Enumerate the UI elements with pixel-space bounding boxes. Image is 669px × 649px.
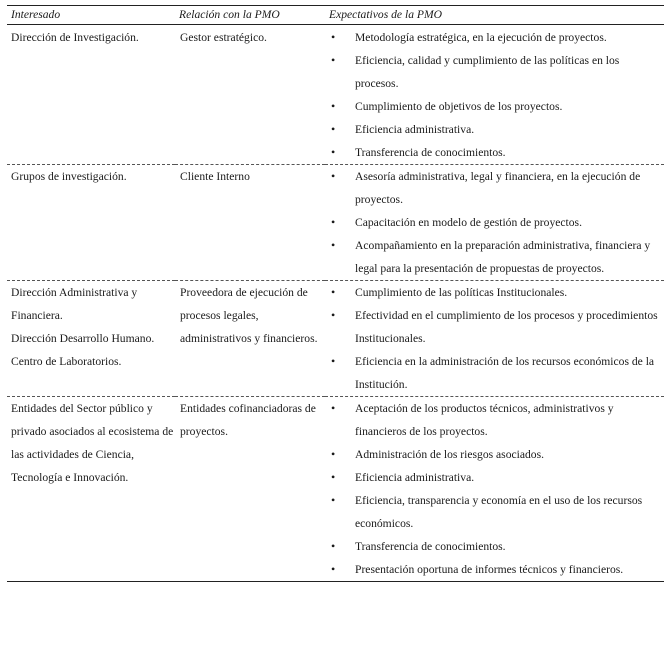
expectation-item: • Eficiencia administrativa. bbox=[329, 118, 664, 141]
table-header bbox=[7, 6, 664, 25]
expectation-item: • Cumplimiento de objetivos de los proyectos. bbox=[329, 95, 664, 118]
table-row bbox=[7, 165, 664, 281]
stakeholder-cell bbox=[7, 25, 175, 165]
stakeholder-name: Dirección de Investigación. bbox=[11, 31, 139, 44]
expectation-item: • Metodología estratégica, en la ejecución de proyectos. bbox=[329, 26, 664, 49]
expectation-item: • Eficiencia administrativa. bbox=[329, 466, 664, 489]
expectations-cell bbox=[325, 281, 664, 397]
stakeholder-name: Entidades del Sector público y privado asociados al ecosistema de las actividades de Ciencia, Tecnología e Innovación. bbox=[11, 402, 174, 484]
expectations-cell bbox=[325, 25, 664, 165]
expectations-list bbox=[329, 397, 664, 581]
table-row bbox=[7, 397, 664, 582]
relation-text: Gestor estratégico. bbox=[180, 31, 267, 44]
expectation-item: • Cumplimiento de las políticas Institucionales. bbox=[329, 281, 664, 304]
table-row bbox=[7, 25, 664, 165]
header-stakeholder: Interesado bbox=[7, 6, 175, 25]
expectations-cell bbox=[325, 397, 664, 582]
relation-cell bbox=[175, 25, 325, 165]
stakeholder-cell bbox=[7, 165, 175, 281]
header-expectations: Expectativos de la PMO bbox=[325, 6, 664, 25]
expectation-item: • Aceptación de los productos técnicos, administrativos y financieros de los proyectos. bbox=[329, 397, 664, 443]
expectation-item: • Efectividad en el cumplimiento de los procesos y procedimientos Institucionales. bbox=[329, 304, 664, 350]
expectation-item: • Administración de los riesgos asociados. bbox=[329, 443, 664, 466]
expectations-list bbox=[329, 281, 664, 396]
header-row bbox=[7, 6, 664, 25]
stakeholder-name: Grupos de investigación. bbox=[11, 170, 127, 183]
table-body bbox=[7, 25, 664, 582]
expectation-item: • Transferencia de conocimientos. bbox=[329, 535, 664, 558]
stakeholder-cell bbox=[7, 397, 175, 582]
expectation-item: • Asesoría administrativa, legal y financiera, en la ejecución de proyectos. bbox=[329, 165, 664, 211]
relation-cell bbox=[175, 397, 325, 582]
expectation-item: • Eficiencia, transparencia y economía en el uso de los recursos económicos. bbox=[329, 489, 664, 535]
expectation-item: • Transferencia de conocimientos. bbox=[329, 141, 664, 164]
stakeholder-name: Centro de Laboratorios. bbox=[11, 355, 122, 368]
stakeholder-cell bbox=[7, 281, 175, 397]
expectations-list bbox=[329, 26, 664, 164]
expectation-item: • Eficiencia, calidad y cumplimiento de las políticas en los procesos. bbox=[329, 49, 664, 95]
expectation-item: • Capacitación en modelo de gestión de proyectos. bbox=[329, 211, 664, 234]
expectation-item: • Acompañamiento en la preparación administrativa, financiera y legal para la presentación de propuestas de proyectos. bbox=[329, 234, 664, 280]
stakeholder-name: Dirección Desarrollo Humano. bbox=[11, 332, 155, 345]
header-relation: Relación con la PMO bbox=[175, 6, 325, 25]
expectation-item: • Presentación oportuna de informes técnicos y financieros. bbox=[329, 558, 664, 581]
relation-cell bbox=[175, 165, 325, 281]
relation-cell bbox=[175, 281, 325, 397]
stakeholder-name: Dirección Administrativa y Financiera. bbox=[11, 286, 138, 322]
relation-text: Proveedora de ejecución de procesos legales, administrativos y financieros. bbox=[180, 286, 318, 345]
stakeholder-table bbox=[7, 6, 664, 582]
expectation-item: • Eficiencia en la administración de los recursos económicos de la Institución. bbox=[329, 350, 664, 396]
relation-text: Entidades cofinanciadoras de proyectos. bbox=[180, 402, 316, 438]
table-row bbox=[7, 281, 664, 397]
relation-text: Cliente Interno bbox=[180, 170, 250, 183]
expectations-list bbox=[329, 165, 664, 280]
expectations-cell bbox=[325, 165, 664, 281]
